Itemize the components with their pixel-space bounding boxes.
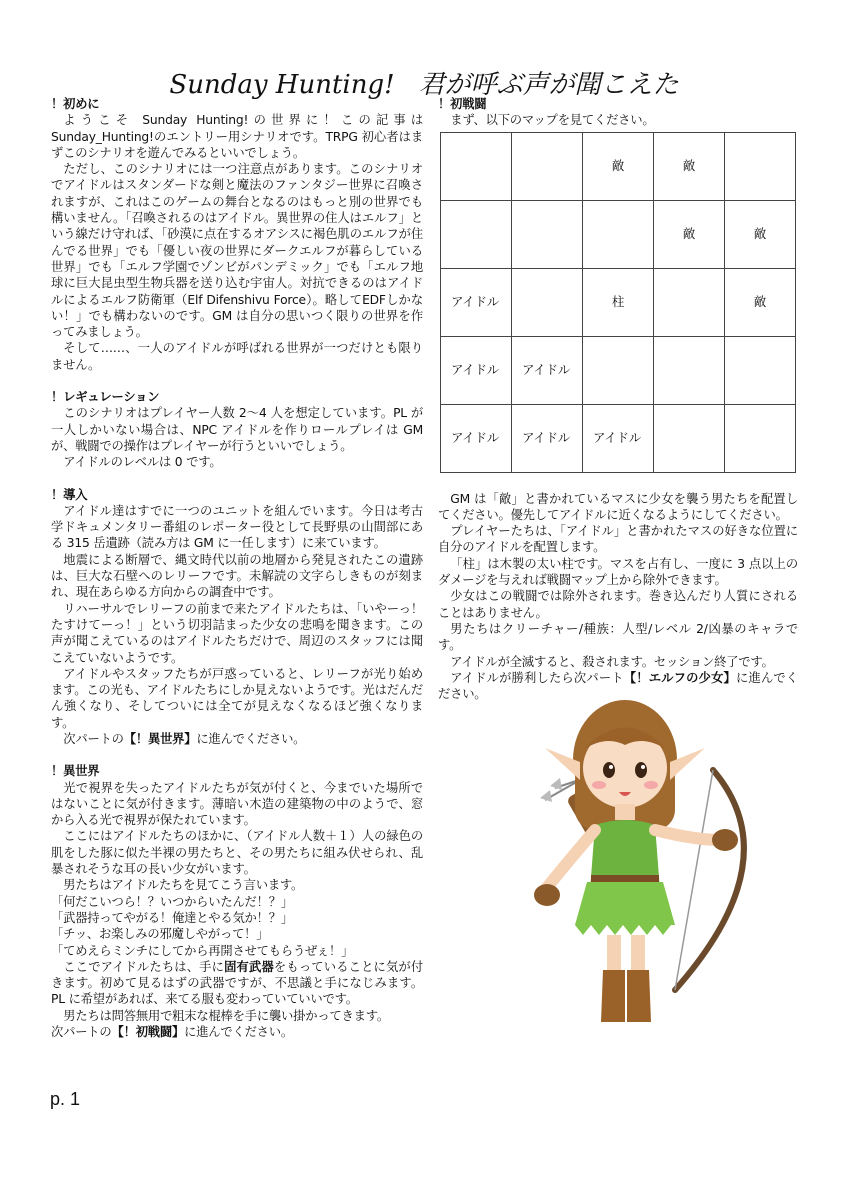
map-cell: アイドル	[583, 404, 654, 472]
map-cell: 敵	[725, 200, 796, 268]
section-intro	[51, 96, 423, 373]
map-row	[441, 404, 796, 472]
paragraph: プレイヤーたちは、「アイドル」と書かれたマスの好きな位置に自分のアイドルを配置します。	[438, 524, 798, 555]
section-heading: ！レギュレーション	[51, 390, 160, 405]
paragraph: このシナリオはプレイヤー人数 2〜4 人を想定しています。PL が一人しかいない場合は、NPC アイドルを作りロールプレイは GM が、戦闘での操作はプレイヤーが行うといいでしょう。	[51, 406, 423, 453]
map-cell	[654, 336, 725, 404]
paragraph: GM は「敵」と書かれているマスに少女を襲う男たちを配置してください。優先してアイドルに近くなるようにしてください。	[438, 491, 798, 522]
map-cell: アイドル	[441, 404, 512, 472]
paragraph: 男たちは問答無用で粗末な棍棒を手に襲い掛かってきます。	[63, 1008, 389, 1023]
map-cell: 柱	[583, 268, 654, 336]
section-heading: ！初戦闘	[438, 97, 487, 111]
paragraph: 少女はこの戦闘では除外されます。巻き込んだり人質にされることはありません。	[438, 589, 798, 620]
map-cell: アイドル	[441, 336, 512, 404]
next-part-link: 【！初戦闘】	[111, 1025, 185, 1040]
right-column	[438, 96, 798, 702]
paragraph: そして……、一人のアイドルが呼ばれる世界が一つだけとも限りません。	[51, 341, 423, 372]
map-row	[441, 200, 796, 268]
paragraph: ここにはアイドルたちのほかに、（アイドル人数＋１）人の緑色の肌をした豚に似た半裸の男たちと、その男たちに組み伏せられ、乱暴されそうな耳の長い少女がいます。	[51, 829, 423, 877]
map-cell: アイドル	[441, 268, 512, 336]
map-cell	[725, 132, 796, 200]
map-cell	[512, 200, 583, 268]
dialogue-line: 「てめえらミンチにしてから再開させてもらうぜぇ！」	[51, 943, 354, 958]
paragraph: リハーサルでレリーフの前まで来たアイドルたちは、「いやーっ！たすけてーっ！」という切羽詰まった少女の悲鳴を聞きます。この声が聞こえているのはアイドルたちだけで、周辺のスタッフには聞こえていないようです。	[51, 601, 423, 665]
paragraph: アイドルが全滅すると、殺されます。セッション終了です。	[450, 654, 774, 669]
section-introduction	[51, 487, 423, 748]
map-cell	[654, 404, 725, 472]
map-cell	[441, 132, 512, 200]
section-heading: ！導入	[51, 487, 88, 502]
map-cell	[583, 336, 654, 404]
title-japanese: 君が呼ぶ声が聞こえた	[418, 70, 679, 100]
section-heading: ！初めに	[51, 97, 100, 111]
keyword-unique-weapon: 固有武器	[224, 959, 274, 974]
map-cell: アイドル	[512, 404, 583, 472]
section-heading: ！異世界	[51, 764, 100, 779]
title-latin: Sunday Hunting!	[169, 70, 395, 100]
map-cell	[512, 268, 583, 336]
map-cell: アイドル	[512, 336, 583, 404]
section-regulation	[51, 389, 423, 470]
page-number: p. 1	[50, 1089, 81, 1109]
elf-archer-illustration	[525, 690, 755, 1030]
map-cell	[583, 200, 654, 268]
map-row	[441, 132, 796, 200]
paragraph: アイドル達はすでに一つのユニットを組んでいます。今日は考古学ドキュメンタリー番組のレポーター役として長野県の山間部にある 315 岳遺跡（読み方は GM に一任します）に来ています。	[51, 503, 423, 551]
dialogue-line: 「チッ、お楽しみの邪魔しやがって！」	[51, 927, 269, 942]
paragraph: まず、以下のマップを見てください。	[450, 113, 655, 128]
section-other-world	[51, 763, 423, 1040]
map-cell: 敵	[725, 268, 796, 336]
map-cell	[725, 336, 796, 404]
paragraph: 「柱」は木製の太い柱です。マスを占有し、一度に 3 点以上のダメージを与えれば戦闘マップ上から除外できます。	[438, 556, 798, 588]
dialogue-line: 「武器持ってやがる！俺達とやる気か！？」	[51, 910, 293, 925]
map-cell: 敵	[583, 132, 654, 200]
map-row	[441, 336, 796, 404]
battle-map-grid	[440, 132, 796, 473]
map-cell: 敵	[654, 132, 725, 200]
paragraph: アイドルのレベルは 0 です。	[63, 455, 222, 470]
next-part-instruction: 次パートの【！初戦闘】に進んでください。	[51, 1025, 293, 1040]
paragraph: 男たちはクリーチャー/種族：人型/レベル 2/凶暴のキャラです。	[438, 621, 798, 653]
next-part-link: 【！異世界】	[123, 731, 197, 746]
battle-rules	[438, 491, 798, 703]
next-part-instruction: アイドルが勝利したら次パート【！エルフの少女】に進んでください。	[438, 670, 798, 702]
paragraph: 男たちはアイドルたちを見てこう言います。	[63, 878, 304, 893]
map-cell	[512, 132, 583, 200]
paragraph: ただし、このシナリオには一つ注意点があります。このシナリオでアイドルはスタンダードな剣と魔法のファンタジー世界に召喚されますが、これはこのゲームの舞台となるのはもっと別の世界でも構いません。「召喚されるのはアイドル。異世界の住人はエルフ」という線だけ守れば、「砂漠に点在するオアシスに褐色肌のエルフが住んでる世界」でも「優しい夜の世界にダークエルフが暮らしている世界」でも「エルフ学園でゾンビがパンデミック」でも「エルフ地球に巨大昆虫型生物兵器を送り込む宇宙人。対抗できるのはアイドルによるエルフ防衛軍（Elf Difenshivu Force）。略してEDFしかない！」でも構わないのです。GM は自分の思いつく限りの世界を作ってみましょう。	[51, 162, 423, 340]
next-part-instruction: 次パートの【！異世界】に進んでください。	[63, 731, 306, 746]
dialogue-line: 「何だこいつら！？いつからいたんだ！？」	[51, 894, 293, 909]
paragraph: ようこそ Sunday Hunting!の世界に！この記事は Sunday_Hunting!のエントリー用シナリオです。TRPG 初心者はまずこのシナリオを遊んでみるといいでしょう。	[51, 113, 423, 160]
map-cell	[725, 404, 796, 472]
paragraph: 地震による断層で、縄文時代以前の地層から発見されたこの遺跡は、巨大な石壁へのレリーフです。未解読の文字らしきものが刻まれ、現在あらゆる方向からの調査中です。	[51, 552, 423, 600]
map-cell: 敵	[654, 200, 725, 268]
map-row	[441, 268, 796, 336]
paragraph: 光で視界を失ったアイドルたちが気が付くと、今までいた場所ではないことに気が付きます。薄暗い木造の建築物の中のようで、窓から入る光で視界が保たれています。	[51, 780, 423, 828]
next-part-link: 【！エルフの少女】	[623, 670, 737, 685]
paragraph: ここでアイドルたちは、手に固有武器をもっていることに気が付きます。初めて見るはずの武器ですが、不思議と手になじみます。PL に希望があれば、来てる服も変わっていていいです。	[51, 959, 424, 1007]
map-cell	[441, 200, 512, 268]
map-cell	[654, 268, 725, 336]
left-column	[51, 96, 423, 1040]
paragraph: アイドルやスタッフたちが戸惑っていると、レリーフが光り始めます。この光も、アイドルたちにしか見えないようです。光はだんだん強くなり、そしてついには全てが見えなくなるほど強くなります。	[51, 666, 423, 730]
